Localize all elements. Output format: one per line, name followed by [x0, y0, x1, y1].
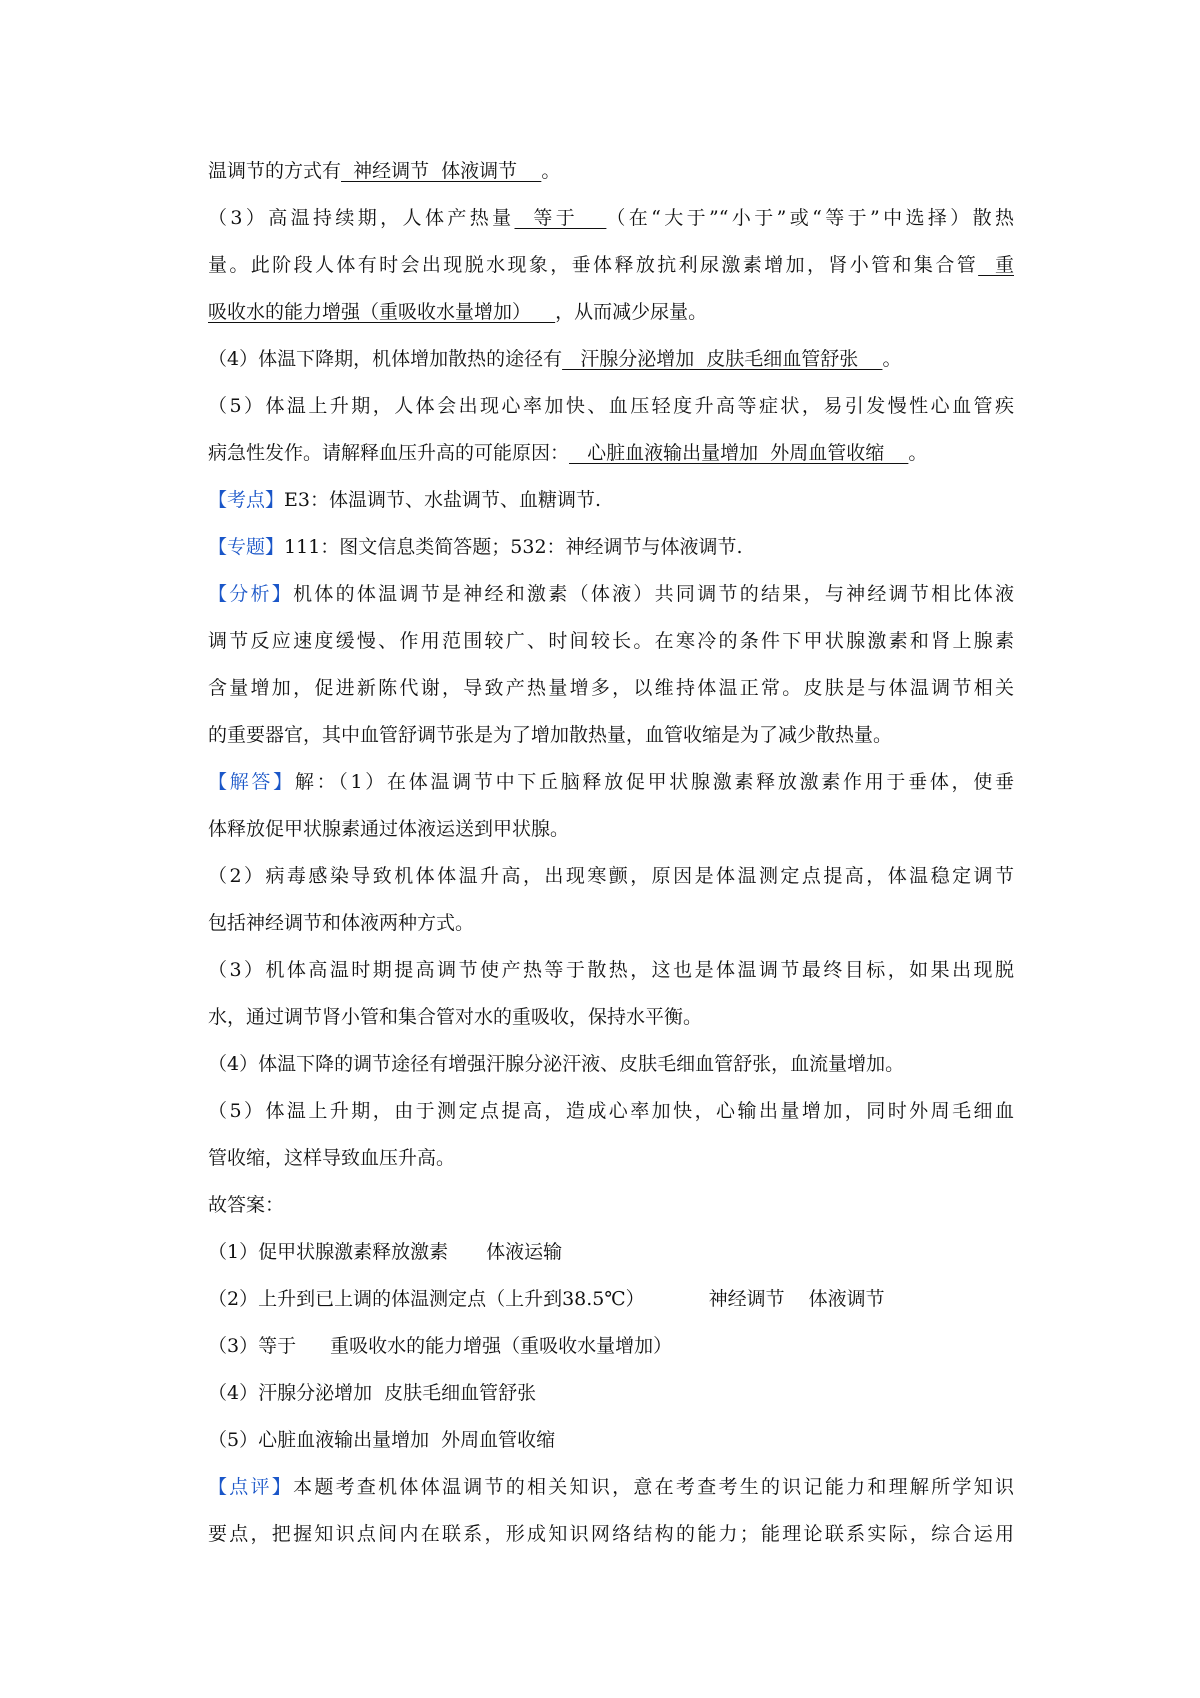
answer-5: [208, 1417, 1014, 1464]
jieda-p5-text-2: 管收缩，这样导致血压升高。: [208, 1147, 456, 1169]
fenxi-line-4: [208, 712, 1014, 759]
jieda-p5-text-1: （5）体温上升期，由于测定点提高，造成心率加快，心输出量增加，同时外周毛细血: [208, 1100, 1014, 1122]
fenxi-text-3: 含量增加，促进新陈代谢，导致产热量增多，以维持体温正常。皮肤是与体温调节相关: [208, 677, 1014, 699]
dianping-line-2: [208, 1511, 1014, 1558]
answer-2-part-1: 上升到已上调的体温测定点（上升到38.5℃）: [258, 1288, 645, 1310]
kaodian-tag: 【考点】: [208, 489, 285, 511]
q3-line-2: [208, 242, 1014, 289]
fenxi-line-1: [208, 571, 1014, 618]
q3-answer-blank-2b: 吸收水的能力增强（重吸收水量增加）: [208, 301, 556, 323]
q3-text-2: （在“大于”“小于”或“等于”中选择）散热: [606, 207, 1014, 229]
jieda-p3-text-2: 水，通过调节肾小管和集合管对水的重吸收，保持水平衡。: [208, 1006, 703, 1028]
q3-line-1: [208, 195, 1014, 242]
fenxi-text-4: 的重要器官，其中血管舒调节张是为了增加散热量，血管收缩是为了减少散热量。: [208, 724, 893, 746]
zhuanti-tag: 【专题】: [208, 536, 285, 558]
q4-end: 。: [882, 348, 902, 370]
q2-tail-end: 。: [541, 160, 561, 182]
jieda-line-1: [208, 759, 1014, 806]
jieda-p3-line-1: [208, 947, 1014, 994]
jieda-p3-line-2: [208, 994, 1014, 1041]
kaodian-text: E3：体温调节、水盐调节、血糖调节.: [284, 489, 602, 511]
answer-1: [208, 1229, 1014, 1276]
answer-3-part-2: 重吸收水的能力增强（重吸收水量增加）: [330, 1335, 673, 1357]
q4-line: [208, 336, 1014, 383]
answer-2-part-2: 神经调节: [708, 1288, 785, 1310]
answer-1-part-1: 促甲状腺激素释放激素: [258, 1241, 449, 1263]
document-page: [208, 148, 1014, 1558]
jieda-p2-line-1: [208, 853, 1014, 900]
answer-1-part-2: 体液运输: [486, 1241, 563, 1263]
jieda-p5-line-1: [208, 1088, 1014, 1135]
q3-line-3: [208, 289, 1014, 336]
fenxi-line-2: [208, 618, 1014, 665]
answer-2: [208, 1276, 1014, 1323]
q3-text-4: ，从而减少尿量。: [555, 301, 708, 323]
jieda-tag: 【解答】: [208, 771, 295, 793]
kaodian-line: [208, 477, 1014, 524]
q3-text-1: （3）高温持续期，人体产热量: [208, 207, 515, 229]
q4-answer-blank: 汗腺分泌增加 皮肤毛细血管舒张: [562, 348, 883, 370]
q3-answer-blank-1: 等于: [514, 207, 607, 229]
q5-text-1: （5）体温上升期，人体会出现心率加快、血压轻度升高等症状，易引发慢性心血管疾: [208, 395, 1014, 417]
q3-answer-blank-2a: 重: [978, 254, 1014, 276]
answer-4-text: （4）汗腺分泌增加 皮肤毛细血管舒张: [208, 1382, 537, 1404]
fenxi-line-3: [208, 665, 1014, 712]
fenxi-tag: 【分析】: [208, 583, 294, 605]
q2-tail-line: [208, 148, 1014, 195]
zhuanti-text: 111：图文信息类简答题；532：神经调节与体液调节.: [284, 536, 743, 558]
q2-answer-blank: 神经调节 体液调节: [341, 160, 542, 182]
jieda-p4-line-1: [208, 1041, 1014, 1088]
answer-3-num: （3）: [208, 1335, 259, 1357]
q3-text-3: 量。此阶段人体有时会出现脱水现象，垂体释放抗利尿激素增加，肾小管和集合管: [208, 254, 979, 276]
q5-end: 。: [908, 442, 928, 464]
answer-4: [208, 1370, 1014, 1417]
answer-3: [208, 1323, 1014, 1370]
answers-heading-text: 故答案：: [208, 1194, 285, 1216]
answer-1-num: （1）: [208, 1241, 259, 1263]
zhuanti-line: [208, 524, 1014, 571]
jieda-line-2: [208, 806, 1014, 853]
jieda-p2-text-2: 包括神经调节和体液两种方式。: [208, 912, 475, 934]
jieda-p4-text-1: （4）体温下降的调节途径有增强汗腺分泌汗液、皮肤毛细血管舒张，血流量增加。: [208, 1053, 905, 1075]
dianping-text-1: 本题考查机体体温调节的相关知识，意在考查考生的识记能力和理解所学知识: [293, 1476, 1014, 1498]
jieda-p3-text-1: （3）机体高温时期提高调节使产热等于散热，这也是体温调节最终目标，如果出现脱: [208, 959, 1014, 981]
q4-text: （4）体温下降期，机体增加散热的途径有: [208, 348, 563, 370]
dianping-tag: 【点评】: [208, 1476, 294, 1498]
jieda-p2-text-1: （2）病毒感染导致机体体温升高，出现寒颤，原因是体温测定点提高，体温稳定调节: [208, 865, 1014, 887]
dianping-line-1: [208, 1464, 1014, 1511]
q5-line-2: [208, 430, 1014, 477]
q5-answer-blank: 心脏血液输出量增加 外周血管收缩: [569, 442, 909, 464]
answer-5-text: （5）心脏血液输出量增加 外周血管收缩: [208, 1429, 556, 1451]
jieda-text-1: 解：（1）在体温调节中下丘脑释放促甲状腺激素释放激素作用于垂体，使垂: [294, 771, 1014, 793]
jieda-p2-line-2: [208, 900, 1014, 947]
q5-line-1: [208, 383, 1014, 430]
fenxi-text-1: 机体的体温调节是神经和激素（体液）共同调节的结果，与神经调节相比体液: [293, 583, 1014, 605]
q2-tail-text: 温调节的方式有: [208, 160, 342, 182]
q5-text-2: 病急性发作。请解释血压升高的可能原因：: [208, 442, 570, 464]
answers-heading: [208, 1182, 1014, 1229]
answer-2-num: （2）: [208, 1288, 259, 1310]
jieda-p5-line-2: [208, 1135, 1014, 1182]
jieda-text-2: 体释放促甲状腺素通过体液运送到甲状腺。: [208, 818, 570, 840]
answer-2-part-3: 体液调节: [808, 1288, 885, 1310]
fenxi-text-2: 调节反应速度缓慢、作用范围较广、时间较长。在寒冷的条件下甲状腺激素和肾上腺素: [208, 630, 1014, 652]
answer-3-part-1: 等于: [258, 1335, 297, 1357]
dianping-text-2: 要点，把握知识点间内在联系，形成知识网络结构的能力；能理论联系实际，综合运用: [208, 1523, 1014, 1545]
